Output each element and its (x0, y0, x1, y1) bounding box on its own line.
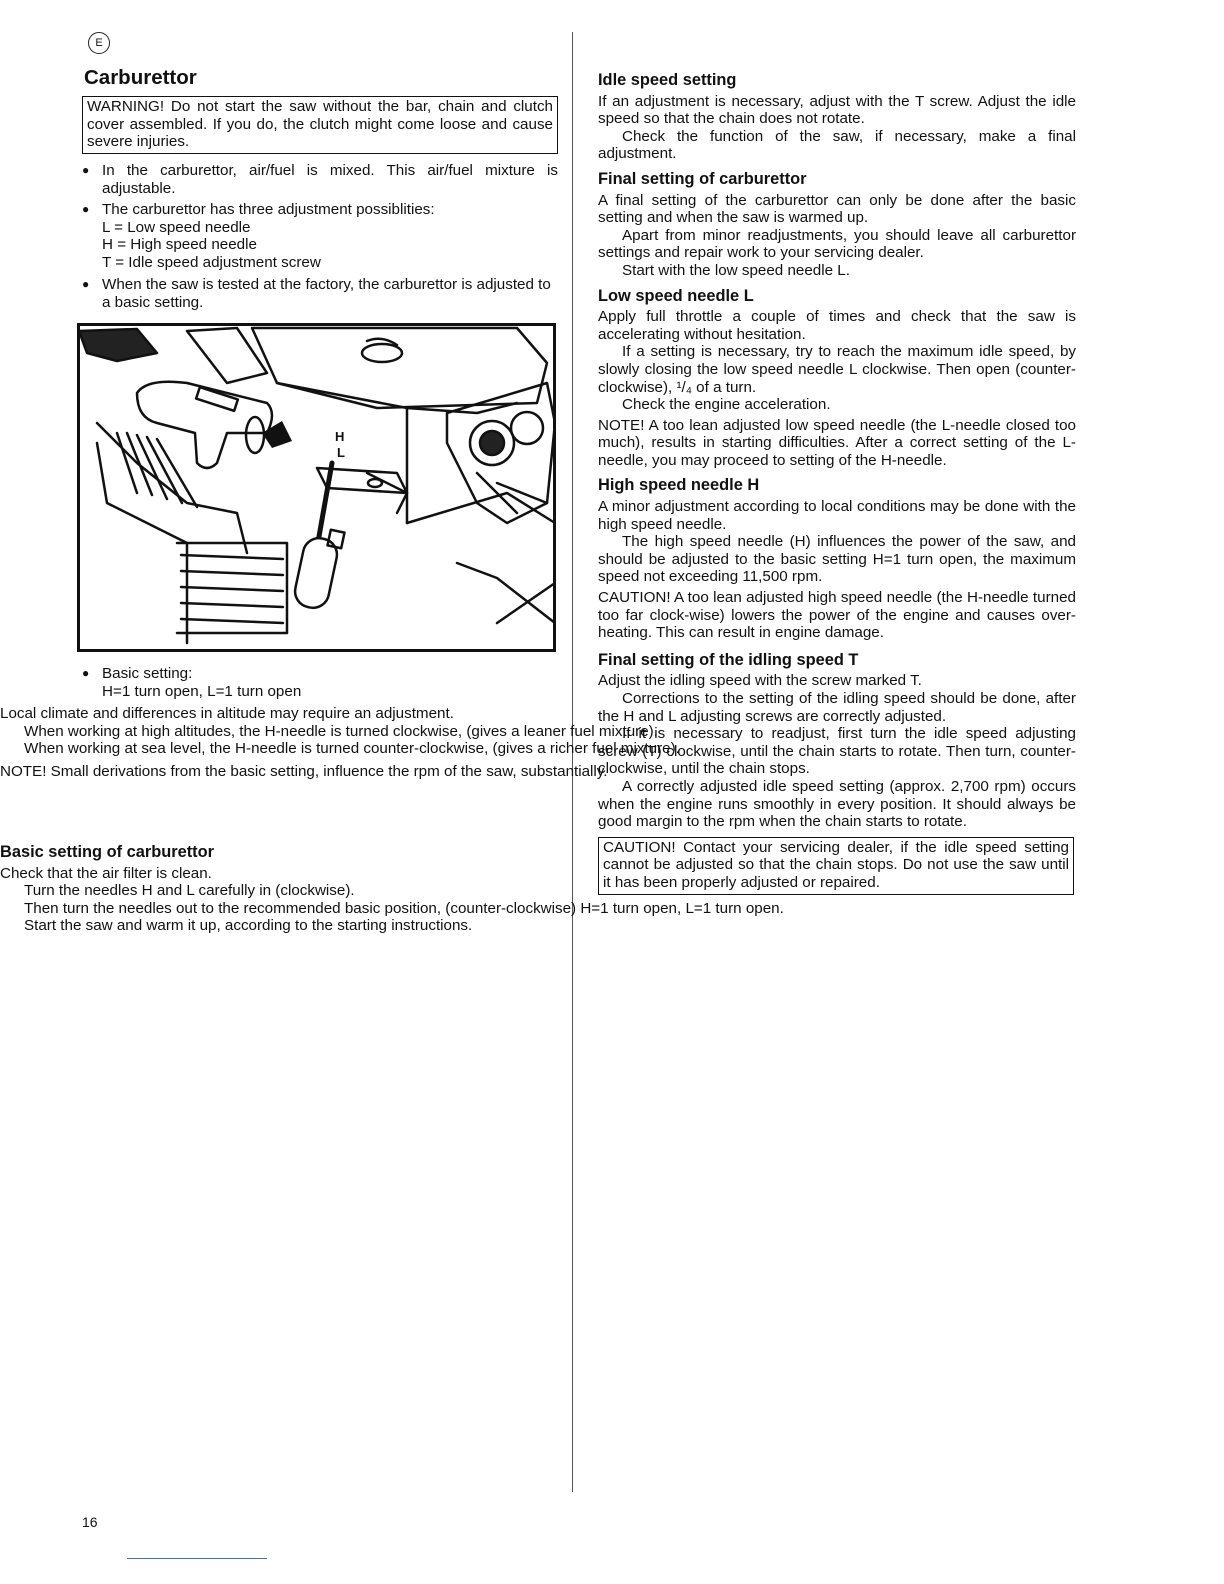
final-setting-heading: Final setting of carburettor (598, 169, 807, 188)
idling-speed-heading: Final setting of the idling speed T (598, 650, 859, 669)
footer-rule (127, 1558, 267, 1559)
basic-setting-label: ● Basic setting: (102, 665, 193, 682)
low-note-paragraph: NOTE! A too lean adjusted low speed needle (the L-needle closed too much), results in starting difficulties. After a correct setting of the L-needle, you may proceed to setting of the H-needle. (598, 416, 1076, 469)
sea-level-paragraph: When working at sea level, the H-needle is turned counter-clockwise, (gives a richer fuel mixture). (24, 740, 680, 758)
low-paragraph-2: If a setting is necessary, try to reach the maximum idle speed, by slowly closing the low speed needle L clockwise. Then open (counter-clockwise), ¹/₄ of a turn. (598, 343, 1076, 396)
page-number: 16 (82, 1514, 98, 1530)
idling-paragraph-1: Adjust the idling speed with the screw marked T. (598, 672, 922, 690)
low-speed-heading: Low speed needle L (598, 286, 754, 305)
warning-text: WARNING! Do not start the saw without the bar, chain and clutch cover assembled. If you do, the clutch might come loose and cause severe injuries. (87, 98, 553, 151)
bullet-mixed (80, 162, 558, 197)
basic-paragraph-4: Start the saw and warm it up, according to the starting instructions. (24, 917, 473, 935)
high-paragraph-1: A minor adjustment according to local conditions may be done with the high speed needle. (598, 498, 1076, 533)
high-paragraph-2: The high speed needle (H) influences the power of the saw, and should be adjusted to the basic setting H=1 turn open, the maximum speed not exceeding 11,500 rpm. (598, 533, 1076, 586)
figure-label-l: L (337, 445, 345, 460)
basic-setting-heading: Basic setting of carburettor (0, 843, 215, 861)
adjust-item-l: L = Low speed needle (102, 218, 251, 236)
bullet-text: ● The carburettor has three adjustment possiblities: (102, 201, 435, 218)
caution-box (598, 837, 1074, 895)
low-paragraph-3: Check the engine acceleration. (622, 396, 831, 414)
bullet-basic-setting (80, 665, 558, 700)
adjust-item-t: T = Idle speed adjustment screw (102, 253, 321, 271)
adjustment-paragraphs (0, 705, 680, 780)
low-paragraph-1: Apply full throttle a couple of times and check that the saw is accelerating without hesitation. (598, 308, 1076, 343)
idle-paragraph-1: If an adjustment is necessary, adjust with the T screw. Adjust the idle speed so that the chain does not rotate. (598, 92, 1076, 128)
carburettor-illustration (77, 323, 556, 652)
high-speed-heading: High speed needle H (598, 476, 760, 495)
basic-paragraph-2: Turn the needles H and L carefully in (clockwise). (24, 882, 355, 900)
idle-paragraph-2: Check the function of the saw, if necessary, make a final adjustment. (598, 127, 1076, 163)
bullet-factory (80, 276, 558, 311)
bullet-text: ● When the saw is tested at the factory, the carburettor is adjusted to a basic setting. (102, 276, 551, 311)
adjust-item-h: H = High speed needle (102, 236, 257, 254)
bullet-text: ● In the carburettor, air/fuel is mixed. This air/fuel mixture is adjustable. (102, 162, 558, 197)
figure-label-t: T (277, 425, 285, 440)
idling-paragraph-2: Corrections to the setting of the idling speed should be done, after the H and L adjusting screws are correctly adjusted. (598, 690, 1076, 725)
idling-paragraph-4: A correctly adjusted idle speed setting (approx. 2,700 rpm) occurs when the engine runs smoothly in every position. It should always be good margin to the rpm when the chain starts to rotate. (598, 777, 1076, 831)
figure-label-h: H (335, 429, 345, 444)
high-altitude-paragraph: When working at high altitudes, the H-needle is turned clockwise, (gives a leaner fuel mixture). (24, 722, 658, 740)
final-paragraph-3: Start with the low speed needle L. (622, 261, 850, 279)
climate-paragraph: Local climate and differences in altitude may require an adjustment. (0, 705, 454, 722)
high-caution-paragraph: CAUTION! A too lean adjusted high speed needle (the H-needle turned too far clock-wise) lowers the power of the engine and causes over-heating. This can result in engine damage. (598, 589, 1076, 642)
basic-paragraph-1: Check that the air filter is clean. (0, 864, 212, 882)
warning-box (82, 96, 558, 154)
final-paragraph-1: A final setting of the carburettor can only be done after the basic setting and when the saw is warmed up. (598, 191, 1076, 227)
bullet-adjustments (80, 201, 558, 271)
language-badge: E (88, 32, 110, 54)
idling-paragraph-3: If it is necessary to readjust, first turn the idle speed adjusting screw (T) clockwise, until the chain starts to rotate. Then turn, counter-clockwise, until the chain stops. (598, 725, 1076, 778)
caution-box-text: CAUTION! Contact your servicing dealer, if the idle speed setting cannot be adjusted so that the chain stops. Do not use the saw until it has been properly adjusted or repaired. (603, 838, 1069, 891)
note-paragraph: NOTE! Small derivations from the basic setting, influence the rpm of the saw, substantially. (0, 762, 608, 780)
basic-paragraph-3: Then turn the needles out to the recommended basic position, (counter-clockwise) H=1 turn open, L=1 turn open. (24, 899, 784, 917)
page-title: Carburettor (84, 66, 197, 89)
final-paragraph-2: Apart from minor readjustments, you should leave all carburettor settings and repair work to your servicing dealer. (598, 226, 1076, 262)
right-column (598, 72, 1076, 895)
idle-speed-heading: Idle speed setting (598, 71, 737, 89)
basic-setting-value: H=1 turn open, L=1 turn open (102, 682, 302, 700)
